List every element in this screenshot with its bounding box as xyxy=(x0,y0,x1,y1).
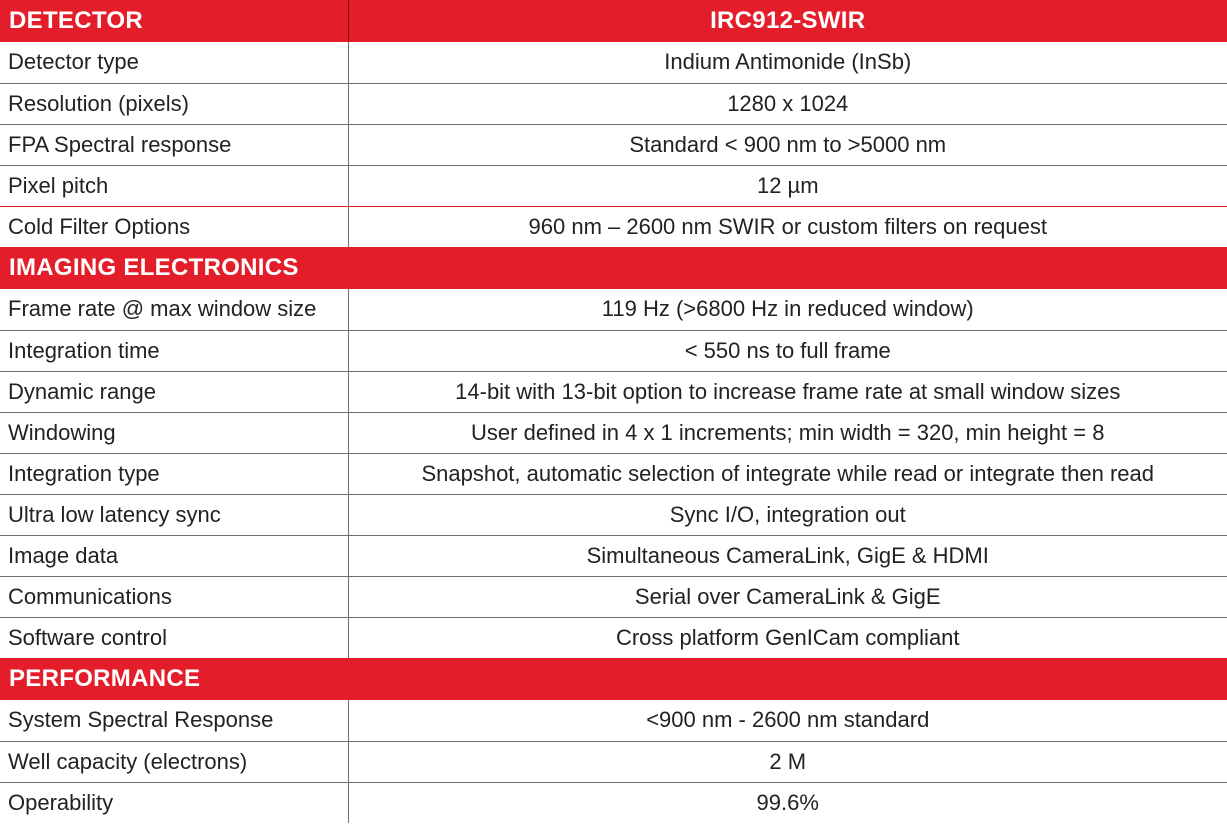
table-row xyxy=(0,42,1227,83)
row-label: Pixel pitch xyxy=(0,165,348,206)
row-value: 99.6% xyxy=(756,789,819,815)
table-row xyxy=(0,453,1227,494)
section-header-imaging-electronics xyxy=(0,247,1227,289)
row-label: System Spectral Response xyxy=(0,700,348,741)
row-label: Windowing xyxy=(0,412,348,453)
table-row xyxy=(0,494,1227,535)
row-value: 14-bit with 13-bit option to increase frame rate at small window sizes xyxy=(348,371,1227,412)
row-value: 119 Hz (>6800 Hz in reduced window) xyxy=(348,289,1227,330)
row-label: FPA Spectral response xyxy=(0,124,348,165)
row-label: Integration type xyxy=(0,453,348,494)
section-title: IMAGING ELECTRONICS xyxy=(0,247,1227,289)
table-row xyxy=(0,206,1227,247)
row-label: Software control xyxy=(0,617,348,658)
row-value: Standard < 900 nm to >5000 nm xyxy=(348,124,1227,165)
row-value: Indium Antimonide (InSb) xyxy=(348,42,1227,83)
table-row xyxy=(0,330,1227,371)
row-label: Operability xyxy=(0,782,348,823)
section-title: PERFORMANCE xyxy=(0,658,1227,700)
row-value: User defined in 4 x 1 increments; min width = 320, min height = 8 xyxy=(348,412,1227,453)
row-value: Simultaneous CameraLink, GigE & HDMI xyxy=(348,535,1227,576)
row-value: 12 µm xyxy=(348,165,1227,206)
section-header-performance xyxy=(0,658,1227,700)
table-row xyxy=(0,576,1227,617)
row-label: Integration time xyxy=(0,330,348,371)
table-row xyxy=(0,700,1227,741)
row-value: Sync I/O, integration out xyxy=(348,494,1227,535)
table-row xyxy=(0,83,1227,124)
table-row xyxy=(0,124,1227,165)
table-row xyxy=(0,412,1227,453)
row-label: Dynamic range xyxy=(0,371,348,412)
table-row xyxy=(0,289,1227,330)
row-label: Image data xyxy=(0,535,348,576)
section-title: DETECTOR xyxy=(0,0,348,42)
row-value: 1280 x 1024 xyxy=(348,83,1227,124)
row-label: Communications xyxy=(0,576,348,617)
row-label: Ultra low latency sync xyxy=(0,494,348,535)
table-row xyxy=(0,535,1227,576)
row-label: Well capacity (electrons) xyxy=(0,741,348,782)
table-row xyxy=(0,165,1227,206)
table-row xyxy=(0,617,1227,658)
model-title: IRC912-SWIR xyxy=(348,0,1227,42)
row-label: Resolution (pixels) xyxy=(0,83,348,124)
row-label: Frame rate @ max window size xyxy=(0,289,348,330)
row-value: < 550 ns to full frame xyxy=(348,330,1227,371)
row-value: Serial over CameraLink & GigE xyxy=(348,576,1227,617)
row-value: <900 nm - 2600 nm standard xyxy=(348,700,1227,741)
row-value: Cross platform GenICam compliant xyxy=(615,624,960,650)
table-row xyxy=(0,371,1227,412)
section-header-detector xyxy=(0,0,1227,42)
table-row xyxy=(0,782,1227,823)
row-value: 2 M xyxy=(348,741,1227,782)
row-value: 960 nm – 2600 nm SWIR or custom filters on request xyxy=(528,213,1047,239)
table-row xyxy=(0,741,1227,782)
row-label: Cold Filter Options xyxy=(0,206,348,247)
row-label: Detector type xyxy=(0,42,348,83)
row-value: Snapshot, automatic selection of integrate while read or integrate then read xyxy=(348,453,1227,494)
